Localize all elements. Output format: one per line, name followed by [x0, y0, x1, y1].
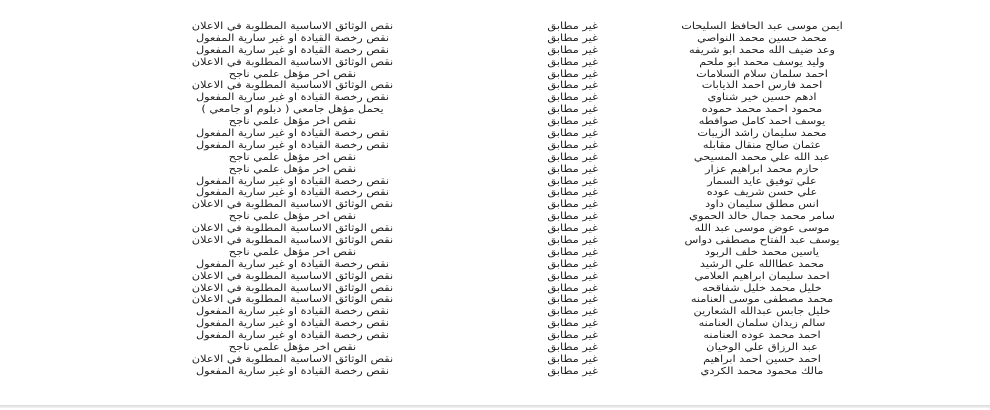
- rejection-reason: نقص الوثائق الاساسية المطلوبة في الاعلان: [191, 282, 394, 294]
- match-status: غير مطابق: [547, 187, 598, 199]
- match-status: غير مطابق: [547, 282, 598, 294]
- match-status: غير مطابق: [547, 163, 598, 175]
- list-row: [0, 342, 990, 354]
- applicant-name: انس مطلق سليمان داود: [705, 199, 819, 211]
- applicant-name: خليل جابس عبدالله الشعارين: [693, 306, 831, 318]
- applicant-name: ادهم حسين خير شناوي: [707, 92, 817, 104]
- list-row: [0, 69, 990, 81]
- applicant-name: علي حسن شريف عوده: [706, 187, 818, 199]
- list-row: [0, 330, 990, 342]
- match-status: غير مطابق: [547, 116, 598, 128]
- rejection-reason: نقص رخصة القيادة او غير سارية المفعول: [195, 128, 390, 140]
- rejection-reason: نقص اخر مؤهل علمي ناجح: [228, 163, 357, 175]
- rejection-reason: نقص الوثائق الاساسية المطلوبة في الاعلان: [191, 21, 394, 32]
- rejection-reason: نقص رخصة القيادة او غير سارية المفعول: [195, 258, 390, 270]
- applicant-name: خليل محمد خليل شفاقحه: [702, 282, 822, 294]
- list-row: [0, 92, 990, 104]
- match-status: غير مطابق: [547, 139, 598, 151]
- applicant-name: احمد حسين احمد ابراهيم: [703, 353, 821, 365]
- rejection-reason: نقص اخر مؤهل علمي ناجح: [228, 116, 357, 128]
- rejection-reason: يحمل مؤهل جامعي ( دبلوم او جامعي ): [201, 104, 384, 116]
- list-row: [0, 116, 990, 128]
- applicant-name: وليد يوسف محمد ابو ملحم: [699, 56, 825, 68]
- applicant-name: يوسف احمد كامل صوافطه: [698, 116, 826, 128]
- applicant-name: محمود احمد محمد حموده: [701, 104, 823, 116]
- match-status: غير مطابق: [547, 151, 598, 163]
- rejection-reason: نقص الوثائق الاساسية المطلوبة في الاعلان: [191, 80, 394, 92]
- match-status: غير مطابق: [547, 330, 598, 342]
- match-status: غير مطابق: [547, 32, 598, 44]
- match-status: غير مطابق: [547, 56, 598, 68]
- rejection-reason: نقص رخصة القيادة او غير سارية المفعول: [195, 318, 390, 330]
- list-row: [0, 354, 990, 366]
- list-row: [0, 199, 990, 211]
- match-status: غير مطابق: [547, 80, 598, 92]
- applicant-name: احمد سليمان ابراهيم العلامي: [694, 270, 830, 282]
- list-row: [0, 271, 990, 283]
- list-row: [0, 318, 990, 330]
- rejection-reason: نقص رخصة القيادة او غير سارية المفعول: [195, 92, 390, 104]
- list-row: [0, 33, 990, 45]
- match-status: غير مطابق: [547, 318, 598, 330]
- rejection-reason: نقص رخصة القيادة او غير سارية المفعول: [195, 44, 390, 56]
- applicant-name: عبد الله علي محمد المسيحي: [693, 151, 831, 163]
- match-status: غير مطابق: [547, 44, 598, 56]
- rejection-reason: نقص الوثائق الاساسية المطلوبة في الاعلان: [191, 235, 394, 247]
- list-row: [0, 45, 990, 57]
- applicant-name: عبد الرزاق علي الوخيان: [706, 342, 818, 354]
- list-row: [0, 104, 990, 116]
- applicant-name: وعد ضيف الله محمد ابو شريفه: [688, 44, 835, 56]
- applicant-name: محمد حسين محمد النواصي: [697, 32, 827, 44]
- applicant-name: محمد سليمان راشد الزيبات: [697, 128, 827, 140]
- list-row: [0, 223, 990, 235]
- list-row: [0, 152, 990, 164]
- list-row: [0, 128, 990, 140]
- rejection-reason: نقص اخر مؤهل علمي ناجح: [228, 151, 357, 163]
- rejection-reason: نقص رخصة القيادة او غير سارية المفعول: [195, 365, 390, 377]
- list-row: [0, 187, 990, 199]
- list-row: [0, 235, 990, 247]
- applicant-list: [0, 21, 990, 378]
- list-row: [0, 176, 990, 188]
- rejection-reason: نقص رخصة القيادة او غير سارية المفعول: [195, 187, 390, 199]
- applicant-name: عثمان صالح منقال مقابله: [702, 139, 822, 151]
- applicant-name: يوسف عبد الفتاح مصطفى دواس: [684, 235, 840, 247]
- applicant-name: محمد مصطفى موسى العنامنه: [690, 294, 834, 306]
- match-status: غير مطابق: [547, 342, 598, 354]
- rejection-reason: نقص اخر مؤهل علمي ناجح: [228, 211, 357, 223]
- list-row: [0, 57, 990, 69]
- applicant-name: حازم محمد ابراهيم عزار: [705, 163, 819, 175]
- list-row: [0, 247, 990, 259]
- list-row: [0, 294, 990, 306]
- match-status: غير مطابق: [547, 258, 598, 270]
- rejection-reason: نقص رخصة القيادة او غير سارية المفعول: [195, 306, 390, 318]
- applicant-name: احمد محمد عوده العنامنه: [703, 330, 821, 342]
- list-row: [0, 80, 990, 92]
- match-status: غير مطابق: [547, 306, 598, 318]
- list-row: [0, 306, 990, 318]
- match-status: غير مطابق: [547, 175, 598, 187]
- rejection-reason: نقص الوثائق الاساسية المطلوبة في الاعلان: [191, 223, 394, 235]
- rejection-reason: نقص الوثائق الاساسية المطلوبة في الاعلان: [191, 199, 394, 211]
- match-status: غير مطابق: [547, 211, 598, 223]
- applicant-name: احمد فارس احمد الذيابات: [701, 80, 823, 92]
- list-row: [0, 21, 990, 33]
- applicant-name: سامر محمد جمال خالد الحموي: [689, 211, 835, 223]
- applicant-name: مالك محمود محمد الكردي: [700, 365, 824, 377]
- match-status: غير مطابق: [547, 246, 598, 258]
- list-row: [0, 164, 990, 176]
- match-status: غير مطابق: [547, 294, 598, 306]
- applicant-name: ياسين محمد خلف الربود: [704, 246, 820, 258]
- scan-bottom-edge: [0, 405, 990, 408]
- rejection-reason: نقص الوثائق الاساسية المطلوبة في الاعلان: [191, 353, 394, 365]
- applicant-name: ايمن موسى عبد الحافظ السليحات: [681, 21, 843, 32]
- rejection-reason: نقص اخر مؤهل علمي ناجح: [228, 342, 357, 354]
- list-row: [0, 211, 990, 223]
- rejection-reason: نقص رخصة القيادة او غير سارية المفعول: [195, 330, 390, 342]
- match-status: غير مطابق: [547, 353, 598, 365]
- rejection-reason: نقص الوثائق الاساسية المطلوبة في الاعلان: [191, 270, 394, 282]
- rejection-reason: نقص رخصة القيادة او غير سارية المفعول: [195, 139, 390, 151]
- list-row: [0, 283, 990, 295]
- match-status: غير مطابق: [547, 270, 598, 282]
- match-status: غير مطابق: [547, 128, 598, 140]
- applicant-name: سالم زيدان سلمان العنامنه: [698, 318, 826, 330]
- rejection-reason: نقص الوثائق الاساسية المطلوبة في الاعلان: [191, 56, 394, 68]
- match-status: غير مطابق: [547, 92, 598, 104]
- match-status: غير مطابق: [547, 235, 598, 247]
- match-status: غير مطابق: [547, 223, 598, 235]
- rejection-reason: نقص رخصة القيادة او غير سارية المفعول: [195, 32, 390, 44]
- rejection-reason: نقص اخر مؤهل علمي ناجح: [228, 68, 357, 80]
- applicant-name: موسى عوض موسى عبد الله: [694, 223, 830, 235]
- match-status: غير مطابق: [547, 21, 598, 32]
- list-row: [0, 140, 990, 152]
- rejection-reason: نقص اخر مؤهل علمي ناجح: [228, 246, 357, 258]
- match-status: غير مطابق: [547, 365, 598, 377]
- applicant-name: احمد سلمان سلام السلامات: [696, 68, 828, 80]
- match-status: غير مطابق: [547, 199, 598, 211]
- match-status: غير مطابق: [547, 68, 598, 80]
- list-row: [0, 366, 990, 378]
- list-row: [0, 259, 990, 271]
- applicant-name: علي توفيق عايد السمار: [707, 175, 817, 187]
- applicant-name: محمد عطاالله علي الرشيد: [699, 258, 825, 270]
- rejection-reason: نقص رخصة القيادة او غير سارية المفعول: [195, 175, 390, 187]
- rejection-reason: نقص الوثائق الاساسية المطلوبة في الاعلان: [191, 294, 394, 306]
- match-status: غير مطابق: [547, 104, 598, 116]
